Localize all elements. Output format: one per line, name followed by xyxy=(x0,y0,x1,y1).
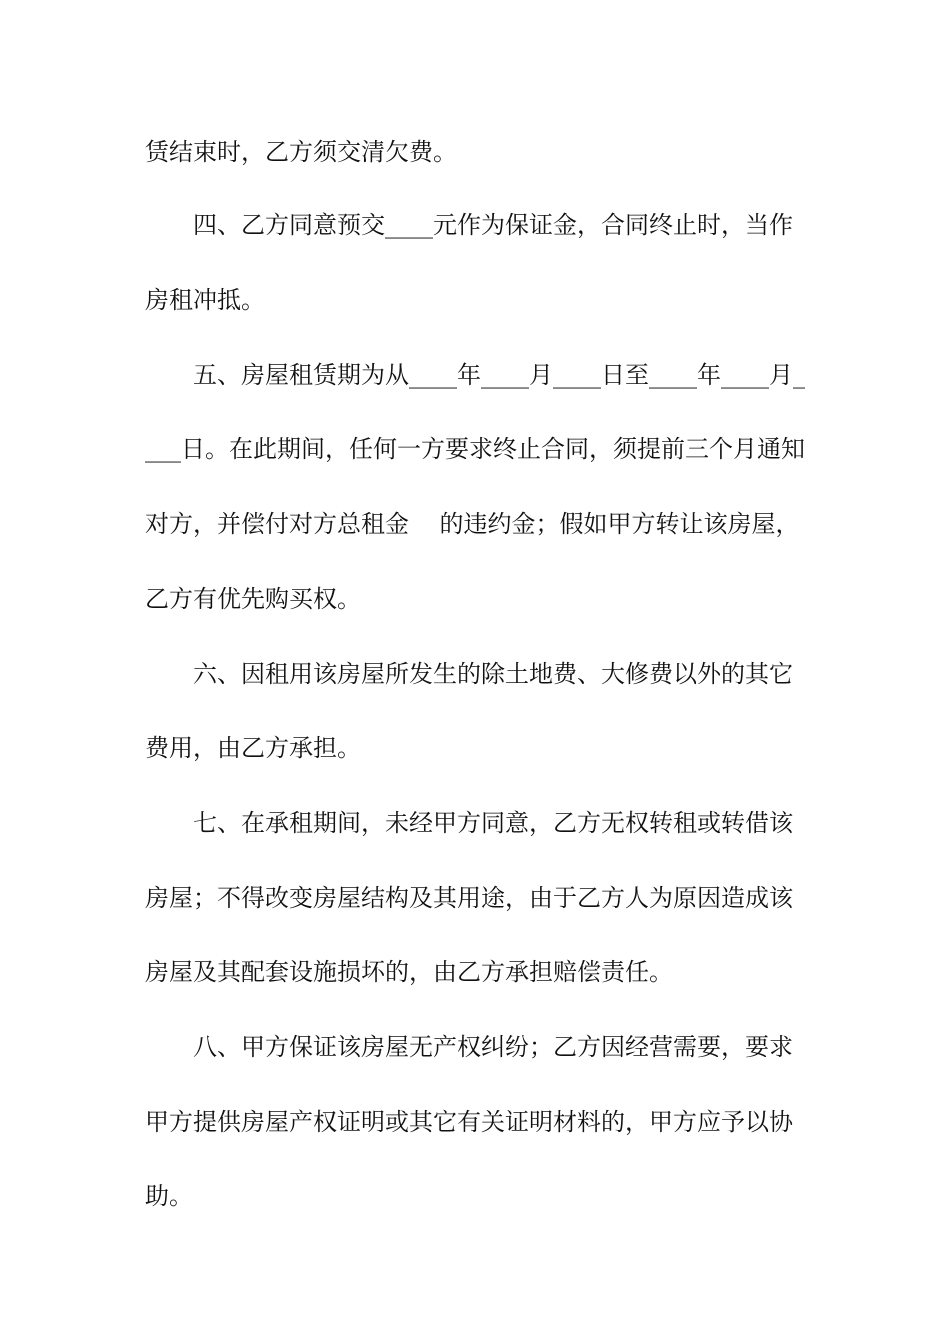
clause-5-line-2: ___日。在此期间，任何一方要求终止合同，须提前三个月通知 xyxy=(145,435,805,463)
clause-5-line-3: 对方，并偿付对方总租金 的违约金；假如甲方转让该房屋， xyxy=(145,510,800,538)
clause-5-line-4: 乙方有优先购买权。 xyxy=(145,585,361,613)
clause-8-line-1: 八、甲方保证该房屋无产权纠纷；乙方因经营需要，要求 xyxy=(193,1033,793,1061)
text-line: 赁结束时，乙方须交清欠费。 xyxy=(145,138,457,166)
clause-4-line-2: 房租冲抵。 xyxy=(145,286,265,314)
clause-4-line-1: 四、乙方同意预交____元作为保证金，合同终止时，当作 xyxy=(193,211,793,239)
clause-7-line-3: 房屋及其配套设施损坏的，由乙方承担赔偿责任。 xyxy=(145,958,673,986)
clause-6-line-1: 六、因租用该房屋所发生的除土地费、大修费以外的其它 xyxy=(193,660,793,688)
clause-8-line-2: 甲方提供房屋产权证明或其它有关证明材料的，甲方应予以协 xyxy=(145,1108,793,1136)
clause-7-line-1: 七、在承租期间，未经甲方同意，乙方无权转租或转借该 xyxy=(193,809,793,837)
clause-7-line-2: 房屋；不得改变房屋结构及其用途，由于乙方人为原因造成该 xyxy=(145,884,793,912)
clause-5-line-1: 五、房屋租赁期为从____年____月____日至____年____月_ xyxy=(193,361,805,389)
clause-8-line-3: 助。 xyxy=(145,1182,193,1210)
clause-6-line-2: 费用，由乙方承担。 xyxy=(145,734,361,762)
